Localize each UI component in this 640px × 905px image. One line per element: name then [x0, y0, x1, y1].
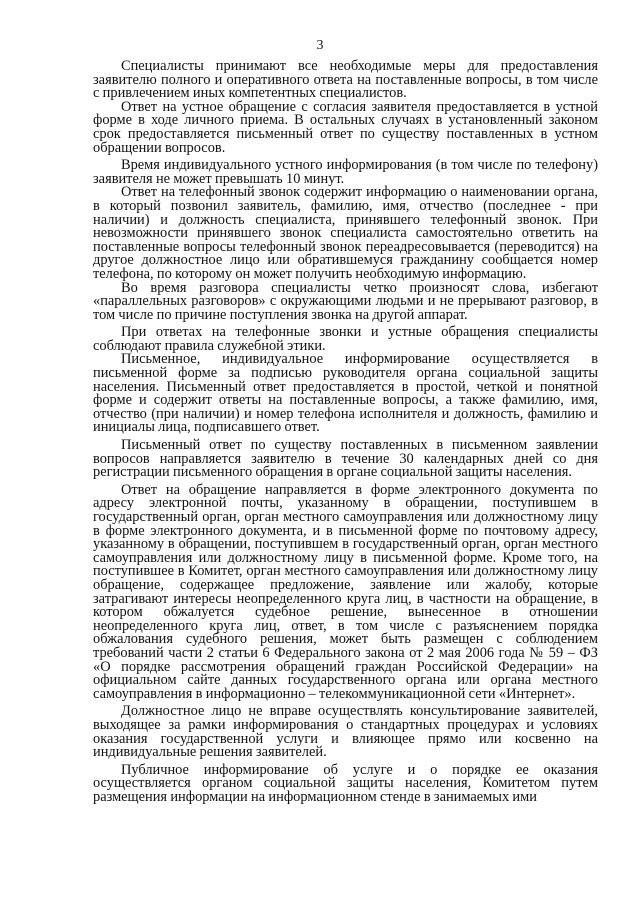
- paragraph: Публичное информирование об услуге и о порядке ее оказания осуществляется органом социальной защиты населения, Комитетом путем размещения информации на информационном стенде в занимаемых ими: [93, 761, 598, 805]
- paragraph: Ответ на устное обращение с согласия заявителя предоставляется в устной форме в ходе личного приема. В остальных случаях в установленный законом срок предоставляется письменный ответ по существу поставленных в устном обращении вопросов.: [93, 98, 598, 156]
- paragraph: Должностное лицо не вправе осуществлять консультирование заявителей, выходящее за рамки информирования о стандартных процедурах и условиях оказания государственной услуги и влияющее прямо или косвенно на индивидуальные решения заявителей.: [93, 703, 598, 761]
- paragraph: Письменное, индивидуальное информирование осуществляется в письменной форме за подписью руководителя органа социальной защиты населения. Письменный ответ предоставляется в простой, четкой и понятной форме и содержит ответы на поставленные вопросы, а также фамилию, имя, отчество (при наличии) и номер телефона исполнителя и должность, фамилию и инициалы лица, подписавшего ответ.: [93, 351, 598, 436]
- paragraph: При ответах на телефонные звонки и устные обращения специалисты соблюдают правила служебной этики.: [93, 324, 598, 354]
- paragraph: Ответ на обращение направляется в форме электронного документа по адресу электронной почты, указанному в обращении, поступившем в государственный орган, орган местного самоуправления или должностному лицу в форме электронного документа, и в письменной форме по почтовому адресу, указанному в обращении, поступившем в государственный орган, орган местного самоуправления или должностному лицу в письменной форме. Кроме того, на поступившее в Комитет, орган местного самоуправления или должностному лицу обращение, содержащее предложение, заявление или жалобу, которые затрагивают интересы неопределенного круга лиц, в частности на обращение, в котором обжалуется судебное решение, вынесенное в отношении неопределенного круга лиц, ответ, в том числе с разъяснением порядка обжалования судебного решения, может быть размещен с соблюдением требований части 2 статьи 6 Федерального закона от 2 мая 2006 года № 59 – ФЗ «О порядке рассмотрения обращений граждан Российской Федерации» на официальном сайте данных государственного органа или органа местного самоуправления в информационно – телекоммуникационной сети «Интернет».: [93, 481, 598, 702]
- paragraph: Время индивидуального устного информирования (в том числе по телефону) заявителя не может превышать 10 минут.: [93, 157, 598, 187]
- paragraph: Письменный ответ по существу поставленных в письменном заявлении вопросов направляется заявителю в течение 30 календарных дней со дня регистрации письменного обращения в органе социальной защиты населения.: [93, 437, 598, 481]
- document-body: [93, 60, 598, 804]
- paragraph: Ответ на телефонный звонок содержит информацию о наименовании органа, в который позвонил заявитель, фамилию, имя, отчество (последнее - при наличии) и должность специалиста, принявшего телефонный звонок. При невозможности принявшего звонок специалиста самостоятельно ответить на поставленные вопросы телефонный звонок переадресовывается (переводится) на другое должностное лицо или обратившемуся гражданину сообщается номер телефона, по которому он может получить необходимую информацию.: [93, 184, 598, 282]
- paragraph: Во время разговора специалисты четко произносят слова, избегают «параллельных разговоров» с окружающими людьми и не прерывают разговор, в том числе по причине поступления звонка на другой аппарат.: [93, 279, 598, 323]
- page-number: 3: [316, 38, 324, 53]
- paragraph: Специалисты принимают все необходимые меры для предоставления заявителю полного и оперативного ответа на поставленные вопросы, в том числе с привлечением иных компетентных специалистов.: [93, 58, 598, 102]
